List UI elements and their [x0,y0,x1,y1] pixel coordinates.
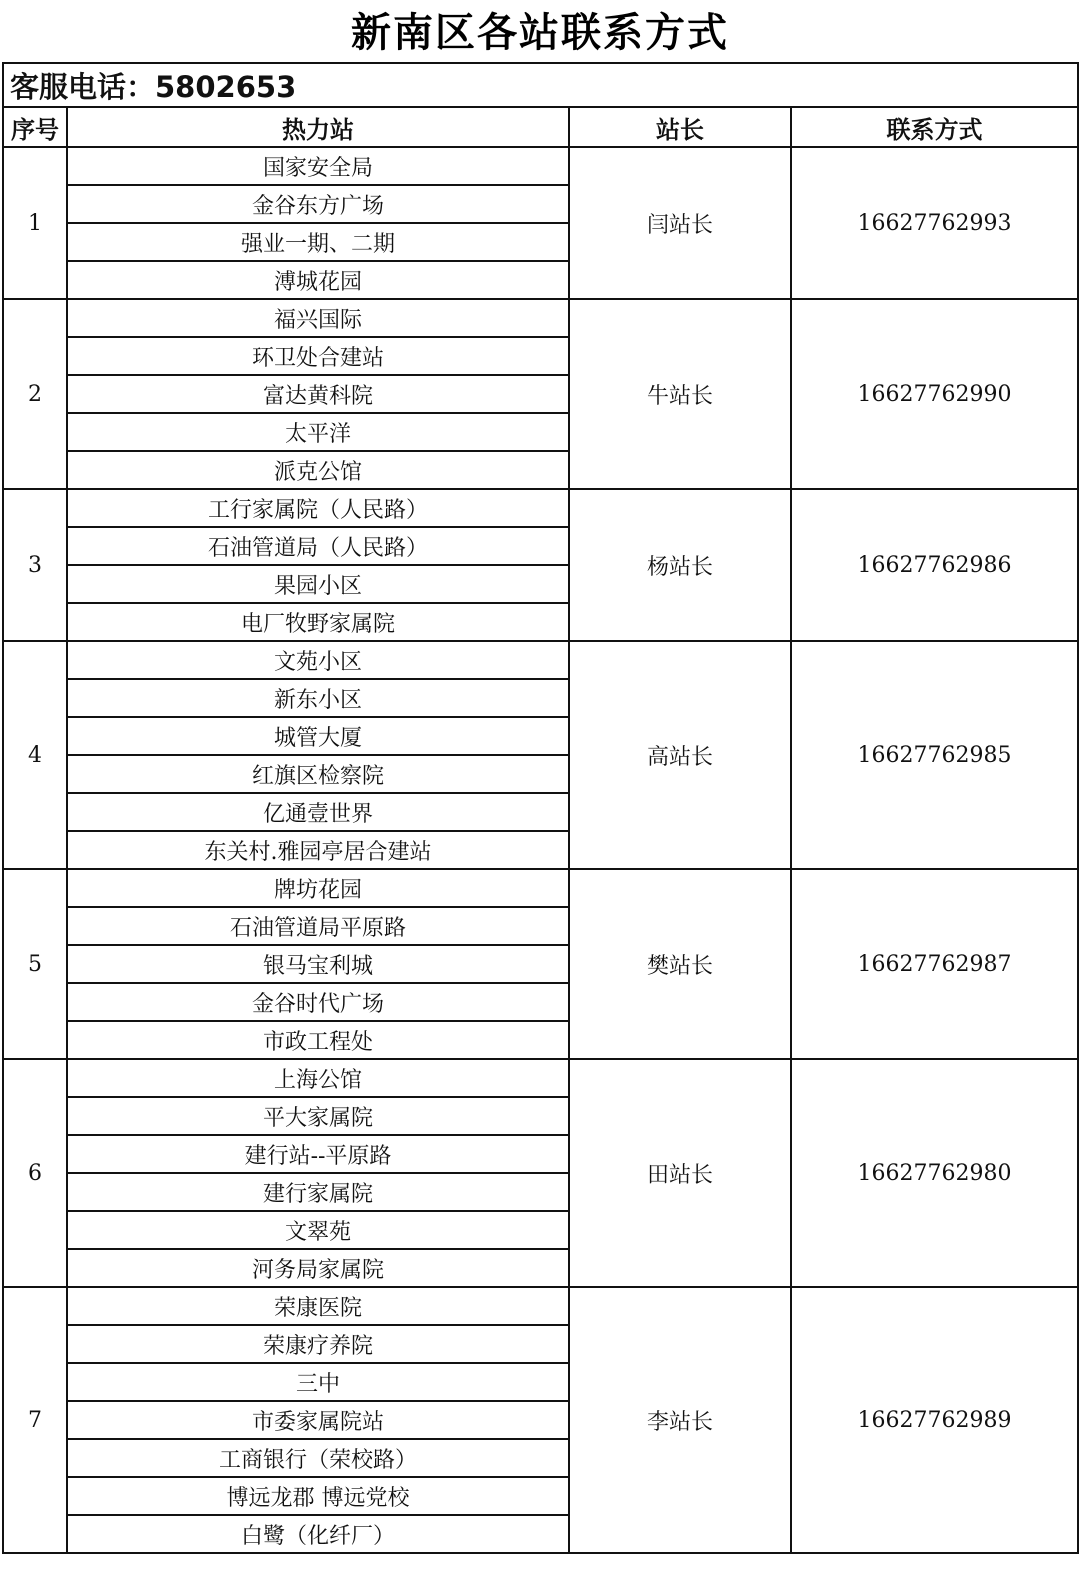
customer-service-hotline: 客服电话：5802653 [3,63,1078,107]
group-index: 2 [3,299,67,489]
group-index: 7 [3,1287,67,1553]
table-row [3,1287,1078,1325]
station-name: 城管大厦 [67,717,569,755]
table-row [3,641,1078,679]
station-name: 太平洋 [67,413,569,451]
station-name: 文苑小区 [67,641,569,679]
header-station: 热力站 [67,107,569,147]
table-row [3,1059,1078,1097]
station-name: 市政工程处 [67,1021,569,1059]
station-name: 石油管道局（人民路） [67,527,569,565]
station-name: 荣康疗养院 [67,1325,569,1363]
station-name: 国家安全局 [67,147,569,185]
manager-phone: 16627762986 [791,489,1078,641]
header-index: 序号 [3,107,67,147]
station-name: 亿通壹世界 [67,793,569,831]
station-name: 红旗区检察院 [67,755,569,793]
manager-phone: 16627762985 [791,641,1078,869]
station-name: 强业一期、二期 [67,223,569,261]
station-name: 建行家属院 [67,1173,569,1211]
station-name: 博远龙郡 博远党校 [67,1477,569,1515]
station-name: 荣康医院 [67,1287,569,1325]
station-name: 果园小区 [67,565,569,603]
station-manager: 高站长 [569,641,791,869]
group-index: 4 [3,641,67,869]
station-manager: 杨站长 [569,489,791,641]
station-name: 新东小区 [67,679,569,717]
station-name: 溥城花园 [67,261,569,299]
table-row [3,869,1078,907]
station-name: 文翠苑 [67,1211,569,1249]
table-row [3,299,1078,337]
station-name: 金谷东方广场 [67,185,569,223]
station-contact-table [2,62,1079,1554]
station-name: 电厂牧野家属院 [67,603,569,641]
table-body [3,147,1078,1553]
station-name: 白鹭（化纤厂） [67,1515,569,1553]
table-row [3,147,1078,185]
station-name: 建行站--平原路 [67,1135,569,1173]
group-index: 1 [3,147,67,299]
manager-phone: 16627762993 [791,147,1078,299]
station-name: 河务局家属院 [67,1249,569,1287]
station-name: 富达黄科院 [67,375,569,413]
station-manager: 李站长 [569,1287,791,1553]
station-manager: 牛站长 [569,299,791,489]
group-index: 3 [3,489,67,641]
header-row [3,107,1078,147]
station-name: 平大家属院 [67,1097,569,1135]
station-name: 东关村.雅园亭居合建站 [67,831,569,869]
manager-phone: 16627762987 [791,869,1078,1059]
station-name: 环卫处合建站 [67,337,569,375]
station-name: 工商银行（荣校路） [67,1439,569,1477]
header-manager: 站长 [569,107,791,147]
station-name: 石油管道局平原路 [67,907,569,945]
station-name: 三中 [67,1363,569,1401]
group-index: 5 [3,869,67,1059]
header-contact: 联系方式 [791,107,1078,147]
station-manager: 闫站长 [569,147,791,299]
station-name: 福兴国际 [67,299,569,337]
manager-phone: 16627762980 [791,1059,1078,1287]
station-manager: 樊站长 [569,869,791,1059]
station-name: 派克公馆 [67,451,569,489]
manager-phone: 16627762990 [791,299,1078,489]
table-row [3,489,1078,527]
station-name: 工行家属院（人民路） [67,489,569,527]
station-name: 银马宝利城 [67,945,569,983]
group-index: 6 [3,1059,67,1287]
station-name: 上海公馆 [67,1059,569,1097]
manager-phone: 16627762989 [791,1287,1078,1553]
station-name: 市委家属院站 [67,1401,569,1439]
page-title: 新南区各站联系方式 [351,10,729,56]
hotline-row [3,63,1078,107]
station-name: 金谷时代广场 [67,983,569,1021]
station-manager: 田站长 [569,1059,791,1287]
station-name: 牌坊花园 [67,869,569,907]
